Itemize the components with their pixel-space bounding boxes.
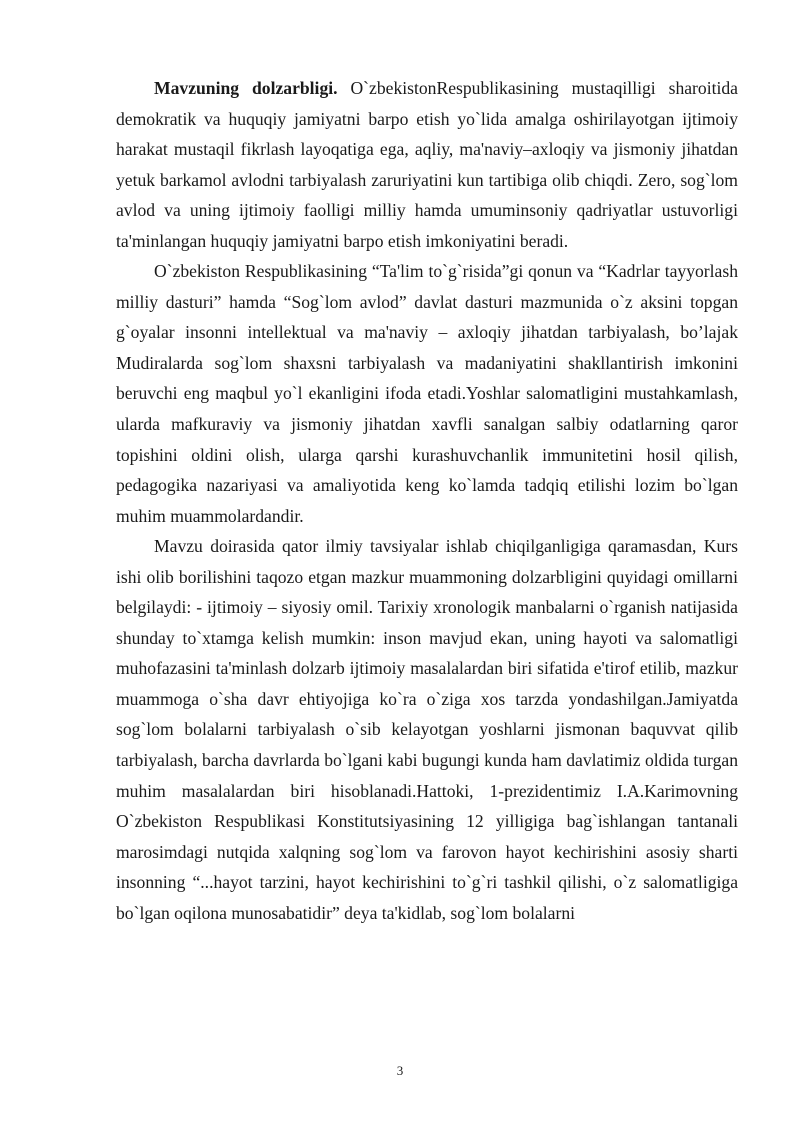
- paragraph-text: Mavzu doirasida qator ilmiy tavsiyalar ishlab chiqilganligiga qaramasdan, Kurs ishi olib borilishini taqozo etgan mazkur muammoning dolzarbligini quyidagi omillarni belgilaydi: - ijtimoiy – siyosiy omil. Tarixiy xronologik manbalarni o`rganish natijasida shunday to`xtamga kelish mumkin: inson mavjud ekan, uning hayoti va salomatligi muhofazasini ta'minlash dolzarb ijtimoiy masalalardan biri sifatida e'tirof etilib, mazkur muammoga o`sha davr ehtiyojiga ko`ra o`ziga xos tarzda yondashilgan.Jamiyatda sog`lom bolalarni tarbiyalash o`sib kelayotgan yoshlarni jismonan baquvvat qilib tarbiyalash, barcha davrlarda bo`lgani kabi bugungi kunda ham davlatimiz oldida turgan muhim masalalardan biri hisoblanadi.Hattoki, 1-prezidentimiz I.A.Karimovning O`zbekiston Respublikasi Konstitutsiyasining 12 yilligiga bag`ishlangan tantanali marosimdagi nutqida xalqning sog`lom va farovon hayot kechirishini asosiy sharti insonning “...hayot tarzini, hayot kechirishini to`g`ri tashkil qilishi, o`z salomatligiga bo`lgan oqilona munosabatidir” deya ta'kidlab, sog`lom bolalarni: [116, 536, 738, 923]
- paragraph-factors: [116, 531, 738, 928]
- section-heading-inline: Mavzuning dolzarbligi.: [154, 78, 338, 98]
- paragraph-programs: [116, 256, 738, 531]
- body-text: [116, 73, 738, 928]
- paragraph-text: O`zbekiston Respublikasining “Ta'lim to`g`risida”gi qonun va “Kadrlar tayyorlash milliy dasturi” hamda “Sog`lom avlod” davlat dasturi mazmunida o`z aksini topgan g`oyalar insonni intellektual va ma'naviy – axloqiy jihatdan tarbiyalash, bo’lajak Mudiralarda sog`lom shaxsni tarbiyalash va madaniyatini shakllantirish imkonini beruvchi eng maqbul yo`l ekanligini ifoda etadi.Yoshlar salomatligini mustahkamlash, ularda mafkuraviy va jismoniy jihatdan xavfli sanalgan salbiy odatlarning qaror topishini oldini olish, ularga qarshi kurashuvchanlik immunitetini hosil qilish, pedagogika nazariyasi va amaliyotida keng ko`lamda tadqiq etilishi lozim bo`lgan muhim muammolardandir.: [116, 261, 738, 526]
- paragraph-relevance: [116, 73, 738, 256]
- paragraph-text: O`zbekistonRespublikasining mustaqilligi sharoitida demokratik va huquqiy jamiyatni barpo etish yo`lida amalga oshirilayotgan ijtimoiy harakat mustaqil fikrlash layoqatiga ega, aqliy, ma'naviy–axloqiy va jismoniy jihatdan yetuk barkamol avlodni tarbiyalash zaruriyatini kun tartibiga olib chiqdi. Zero, sog`lom avlod va uning ijtimoiy faolligi milliy hamda umuminsoniy qadriyatlar ustuvorligi ta'minlangan huquqiy jamiyatni barpo etish imkoniyatini beradi.: [116, 78, 738, 251]
- page-number: 3: [396, 1063, 404, 1078]
